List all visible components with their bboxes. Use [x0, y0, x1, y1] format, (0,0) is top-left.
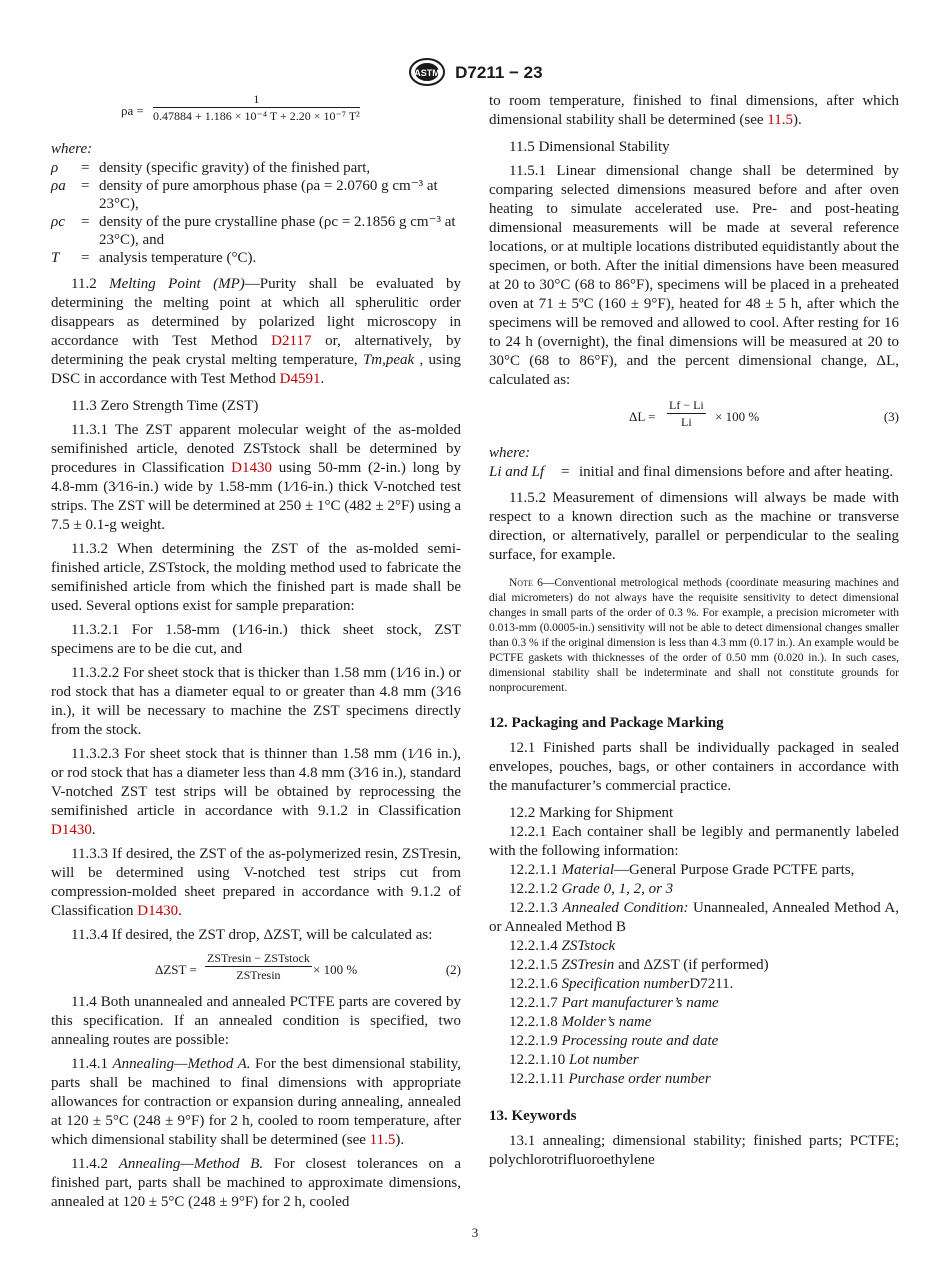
section-heading-13: 13. Keywords	[489, 1108, 577, 1124]
section-heading-12: 12. Packaging and Package Marking	[489, 715, 724, 731]
item-title: Grade 0, 1, 2, or 3	[561, 881, 674, 897]
reference-link-d1430[interactable]: D1430	[51, 822, 92, 838]
definition-symbol: ρa	[51, 178, 66, 194]
paragraph-text: —Purity shall be evaluated by determining the melting point at which all spherulitic order disappears as determined by polarized light microscopy in accordance with Test Method	[51, 276, 461, 349]
paragraph-continued	[489, 92, 899, 130]
paragraph-text: ).	[395, 1132, 405, 1148]
item-title: Lot number	[569, 1052, 639, 1068]
list-item	[489, 861, 899, 880]
svg-text:ASTM: ASTM	[414, 68, 441, 78]
definition-equals: =	[81, 178, 90, 194]
equation-fraction	[205, 951, 312, 982]
note-label: Note 6	[509, 577, 543, 589]
equation-numerator: Lf − Li	[669, 398, 704, 412]
item-number: 12.2.1.8	[509, 1014, 558, 1030]
definition-text: density of the pure crystalline phase (ρc = 2.1856 g cm⁻³ at 23°C), and	[99, 214, 456, 248]
item-number: 12.2.1.5	[509, 957, 558, 973]
definition-symbol: ρ	[51, 160, 59, 176]
definition-equals: =	[81, 250, 90, 266]
definition-row	[51, 177, 461, 213]
paragraph-13-1: 13.1 annealing; dimensional stability; finished parts; PCTFE; polychlorotrifluoroethylene	[489, 1133, 899, 1168]
definition-text: density of pure amorphous phase (ρa = 2.0760 g cm⁻³ at 23°C),	[99, 178, 438, 212]
equation-numerator: ZSTresin − ZSTstock	[207, 951, 310, 965]
list-item	[489, 956, 899, 975]
equation-denominator: ZSTresin	[236, 968, 281, 982]
item-text: and ΔZST (if performed)	[614, 957, 769, 973]
list-item	[489, 1032, 899, 1051]
paragraph-text: 11.3.2.3 For sheet stock that is thinner than 1.58 mm (1⁄16 in.), or rod stock that has a diameter less than 4.8 mm (3⁄16 in.), standard V-notched ZST test strips will be obtained by reprocessing the semifinished article in accordance with 9.1.2 in Classification	[51, 746, 461, 819]
paragraph-11-5-1: 11.5.1 Linear dimensional change shall be determined by comparing selected dimensions measured before and after oven heating to simulate accelerated use. Pre- and post-heating dimensional measurements will be made at several reference locations, or at multiple locations distributed equidistantly about the specimen, or both. After the initial dimensions have been measured at 20 to 30°C (68 to 86°F), specimens will be placed in a preheated oven at 71 ± 5ºC (160 ± 9°F), heated for 48 ± 5 h, after which the specimens will be removed and allowed to cool. After resting for 16 to 24 h (overnight), the final dimensions will be measured at 20 to 30°C (68 to 86°F), and the percent dimensional change, ΔL, calculated as:	[489, 163, 899, 388]
definition-text: initial and final dimensions before and after heating.	[579, 464, 894, 480]
paragraph-11-5-2: 11.5.2 Measurement of dimensions will always be made with respect to a known direction such as the machine or transverse direction, or alternatively, parallel or perpendicular to the sealing surface, for example.	[489, 490, 899, 563]
equation-lhs: ΔZST =	[155, 962, 197, 977]
definition-text: analysis temperature (°C).	[99, 250, 257, 266]
right-column	[489, 92, 899, 1170]
definition-text: density (specific gravity) of the finished part,	[99, 160, 371, 176]
reference-link-11-5[interactable]: 11.5	[767, 112, 793, 128]
item-number: 12.2.1.4	[509, 938, 558, 954]
item-number: 12.2.1.6	[509, 976, 558, 992]
paragraph-text: 11.3.3 If desired, the ZST of the as-polymerized resin, ZSTresin, will be determined using V-notched test strips cut from compression-molded sheet prepared in accordance with 9.1.2 of Classification	[51, 846, 461, 919]
item-number: 12.2.1.11	[509, 1071, 565, 1087]
definitions-list	[489, 463, 899, 481]
item-title: Part manufacturer’s name	[561, 995, 719, 1011]
section-number: 11.4.2	[71, 1156, 108, 1172]
paragraph-text: ).	[792, 112, 802, 128]
note-6	[489, 576, 899, 696]
definitions-list	[51, 159, 461, 267]
list-item	[489, 1070, 899, 1089]
list-item	[489, 899, 899, 937]
section-number: 11.2	[71, 276, 97, 292]
paragraph-11-3-2-3	[51, 745, 461, 840]
section-heading-12-2: 12.2 Marking for Shipment	[509, 805, 674, 821]
definition-row	[489, 463, 899, 481]
item-title: Purchase order number	[568, 1071, 711, 1087]
equation-fraction	[153, 92, 360, 123]
equation-number: (2)	[445, 962, 461, 977]
item-title: Processing route and date	[561, 1033, 719, 1049]
item-number: 12.2.1.9	[509, 1033, 558, 1049]
item-number: 12.2.1.2	[509, 881, 558, 897]
section-title: Annealing—Method A.	[112, 1056, 251, 1072]
list-item	[489, 1013, 899, 1032]
dimensional-change-equation	[489, 398, 899, 432]
paragraph-11-3-2-2: 11.3.2.2 For sheet stock that is thicker than 1.58 mm (1⁄16 in.) or rod stock that has a diameter equal to or greater than 4.8 mm (3⁄16 in.), it will be necessary to machine the ZST specimens directly from the stock.	[51, 665, 461, 738]
equation-multiplier: × 100 %	[715, 409, 760, 424]
item-number: 12.2.1.7	[509, 995, 558, 1011]
equation-multiplier: × 100 %	[313, 962, 358, 977]
paragraph-text: .	[178, 903, 182, 919]
list-item	[489, 937, 899, 956]
page-header	[0, 57, 950, 87]
item-title: Molder’s name	[561, 1014, 652, 1030]
paragraph-11-3-3	[51, 845, 461, 921]
item-title: ZSTstock	[561, 938, 616, 954]
definition-equals: =	[81, 160, 90, 176]
paragraph-12-1: 12.1 Finished parts shall be individually packaged in sealed envelopes, pouches, bags, or other containers in accordance with the manufacturer’s commercial practice.	[489, 740, 899, 794]
where-label: where:	[489, 445, 531, 461]
definition-symbol: T	[51, 250, 60, 266]
list-item	[489, 880, 899, 899]
section-number: 11.4.1	[71, 1056, 108, 1072]
symbol-tm-peak: Tm,peak	[362, 352, 415, 368]
item-number: 12.2.1.10	[509, 1052, 566, 1068]
item-title: Specification number	[561, 976, 690, 992]
definition-equals: =	[81, 214, 90, 230]
item-title: Annealed Condition:	[562, 900, 689, 916]
paragraph-text: For the best dimensional stability, parts shall be machined to final dimensions with appropriate allowances for contraction or expansion during annealing, annealed at 120 ± 5°C (248 ± 9°F) for 2 h, cooled to room temperature, after which dimensional stability shall be determined (see	[51, 1056, 461, 1148]
left-column	[51, 92, 461, 1212]
equation-denominator: Li	[681, 415, 692, 429]
list-item	[489, 975, 899, 994]
section-title: Melting Point (MP)	[109, 276, 245, 292]
equation-denominator: 0.47884 + 1.186 × 10⁻⁴ T + 2.20 × 10⁻⁷ T²	[153, 109, 360, 123]
equation-numerator: 1	[153, 92, 360, 108]
note-text: —Conventional metrological methods (coordinate measuring machines and dial micrometers) do not always have the requisite sensitivity to detect dimensional changes in small parts of the order of 0.3 %. For example, a precision micrometer with 0.013-mm (0.0005-in.) sensitivity will not be able to detect dimensional changes smaller than 0.3 % if the original dimension is less than 4.3 mm (0.17 in.). An example would be PCTFE gaskets with thicknesses of the order of 0.50 mm (0.020 in.). In such cases, dimensional stability shall be indeterminate and shall not constitute grounds for nonprocurement.	[489, 577, 899, 694]
paragraph-text: to room temperature, finished to final dimensions, after which dimensional stability shall be determined (see	[489, 93, 899, 128]
list-item	[489, 1051, 899, 1070]
item-title: Material	[561, 862, 614, 878]
paragraph-text: 11.3.1 The ZST apparent molecular weight of the as-molded semifinished article, denoted ZSTstock shall be determined by procedures in Classification	[51, 422, 461, 476]
paragraph-11-4: 11.4 Both unannealed and annealed PCTFE parts are covered by this specification. If an annealed condition is specified, two annealing routes are possible:	[51, 994, 461, 1048]
reference-link-d1430[interactable]: D1430	[137, 903, 179, 919]
paragraph-11-4-2	[51, 1155, 461, 1212]
page-number: 3	[471, 1225, 479, 1240]
reference-link-d2117[interactable]: D2117	[271, 333, 312, 349]
item-number: 12.2.1.1	[509, 862, 558, 878]
section-heading-11-5: 11.5 Dimensional Stability	[509, 139, 670, 155]
equation-fraction	[667, 398, 706, 429]
item-text: D7211.	[689, 976, 734, 992]
paragraph-12-2-1: 12.2.1 Each container shall be legibly and permanently labeled with the following information:	[489, 824, 899, 859]
definition-symbol: Li and Lf	[489, 464, 545, 480]
paragraph-text: For closest tolerances on a finished part, parts shall be machined to approximate dimensions, annealed at 120 ± 5°C (248 ± 9°F) for 2 h, cooled	[51, 1156, 461, 1210]
paragraph-11-3-4: 11.3.4 If desired, the ZST drop, ΔZST, will be calculated as:	[71, 927, 433, 943]
definition-row	[51, 159, 461, 177]
definition-row	[51, 249, 461, 267]
list-item	[489, 994, 899, 1013]
paragraph-text: or, alternatively, by determining the peak crystal melting temperature,	[51, 333, 461, 368]
item-text: —General Purpose Grade PCTFE parts,	[614, 862, 855, 878]
reference-link-d4591[interactable]: D4591	[279, 371, 321, 387]
item-text: Unannealed, Annealed Method A, or Annealed Method B	[489, 900, 899, 935]
definition-equals: =	[561, 464, 570, 480]
paragraph-text: using 50-mm (2-in.) long by 4.8-mm (3⁄16-in.) wide by 1.58-mm (1⁄16-in.) thick V-notched test strips. The ZST will be determined at 250 ± 1°C (482 ± 2°F) using a 7.5 ± 0.1-g weight.	[51, 460, 461, 533]
paragraph-11-3-2: 11.3.2 When determining the ZST of the as-molded semi-finished article, ZSTstock, the molding method used to fabricate the semifinished article from which the finished part is made shall be used. Several options exist for sample preparation:	[51, 541, 461, 614]
item-title: ZSTresin	[561, 957, 615, 973]
paragraph-11-3-2-1: 11.3.2.1 For 1.58-mm (1⁄16-in.) thick sheet stock, ZST specimens are to be die cut, and	[51, 622, 461, 657]
paragraph-text: .	[320, 371, 325, 387]
zst-drop-equation	[51, 951, 461, 985]
paragraph-text: , using DSC in accordance with Test Method	[51, 352, 461, 387]
reference-link-11-5[interactable]: 11.5	[369, 1132, 396, 1148]
equation-lhs: ΔL =	[629, 409, 656, 424]
item-number: 12.2.1.3	[509, 900, 558, 916]
equation-number: (3)	[883, 409, 899, 424]
paragraph-11-2	[51, 275, 461, 389]
reference-link-d1430[interactable]: D1430	[231, 460, 272, 476]
definition-row	[51, 213, 461, 249]
astm-logo-icon	[407, 57, 447, 87]
where-label: where:	[51, 141, 93, 157]
paragraph-11-4-1	[51, 1055, 461, 1150]
section-heading-11-3: 11.3 Zero Strength Time (ZST)	[71, 398, 259, 414]
document-code: D7211 − 23	[455, 62, 543, 82]
paragraph-text: .	[91, 822, 96, 838]
marking-list	[489, 861, 899, 1089]
section-title: Annealing—Method B.	[118, 1156, 264, 1172]
paragraph-11-3-1	[51, 421, 461, 535]
equation-lhs: ρa =	[121, 103, 144, 118]
density-equation	[51, 92, 461, 128]
definition-symbol: ρc	[51, 214, 65, 230]
